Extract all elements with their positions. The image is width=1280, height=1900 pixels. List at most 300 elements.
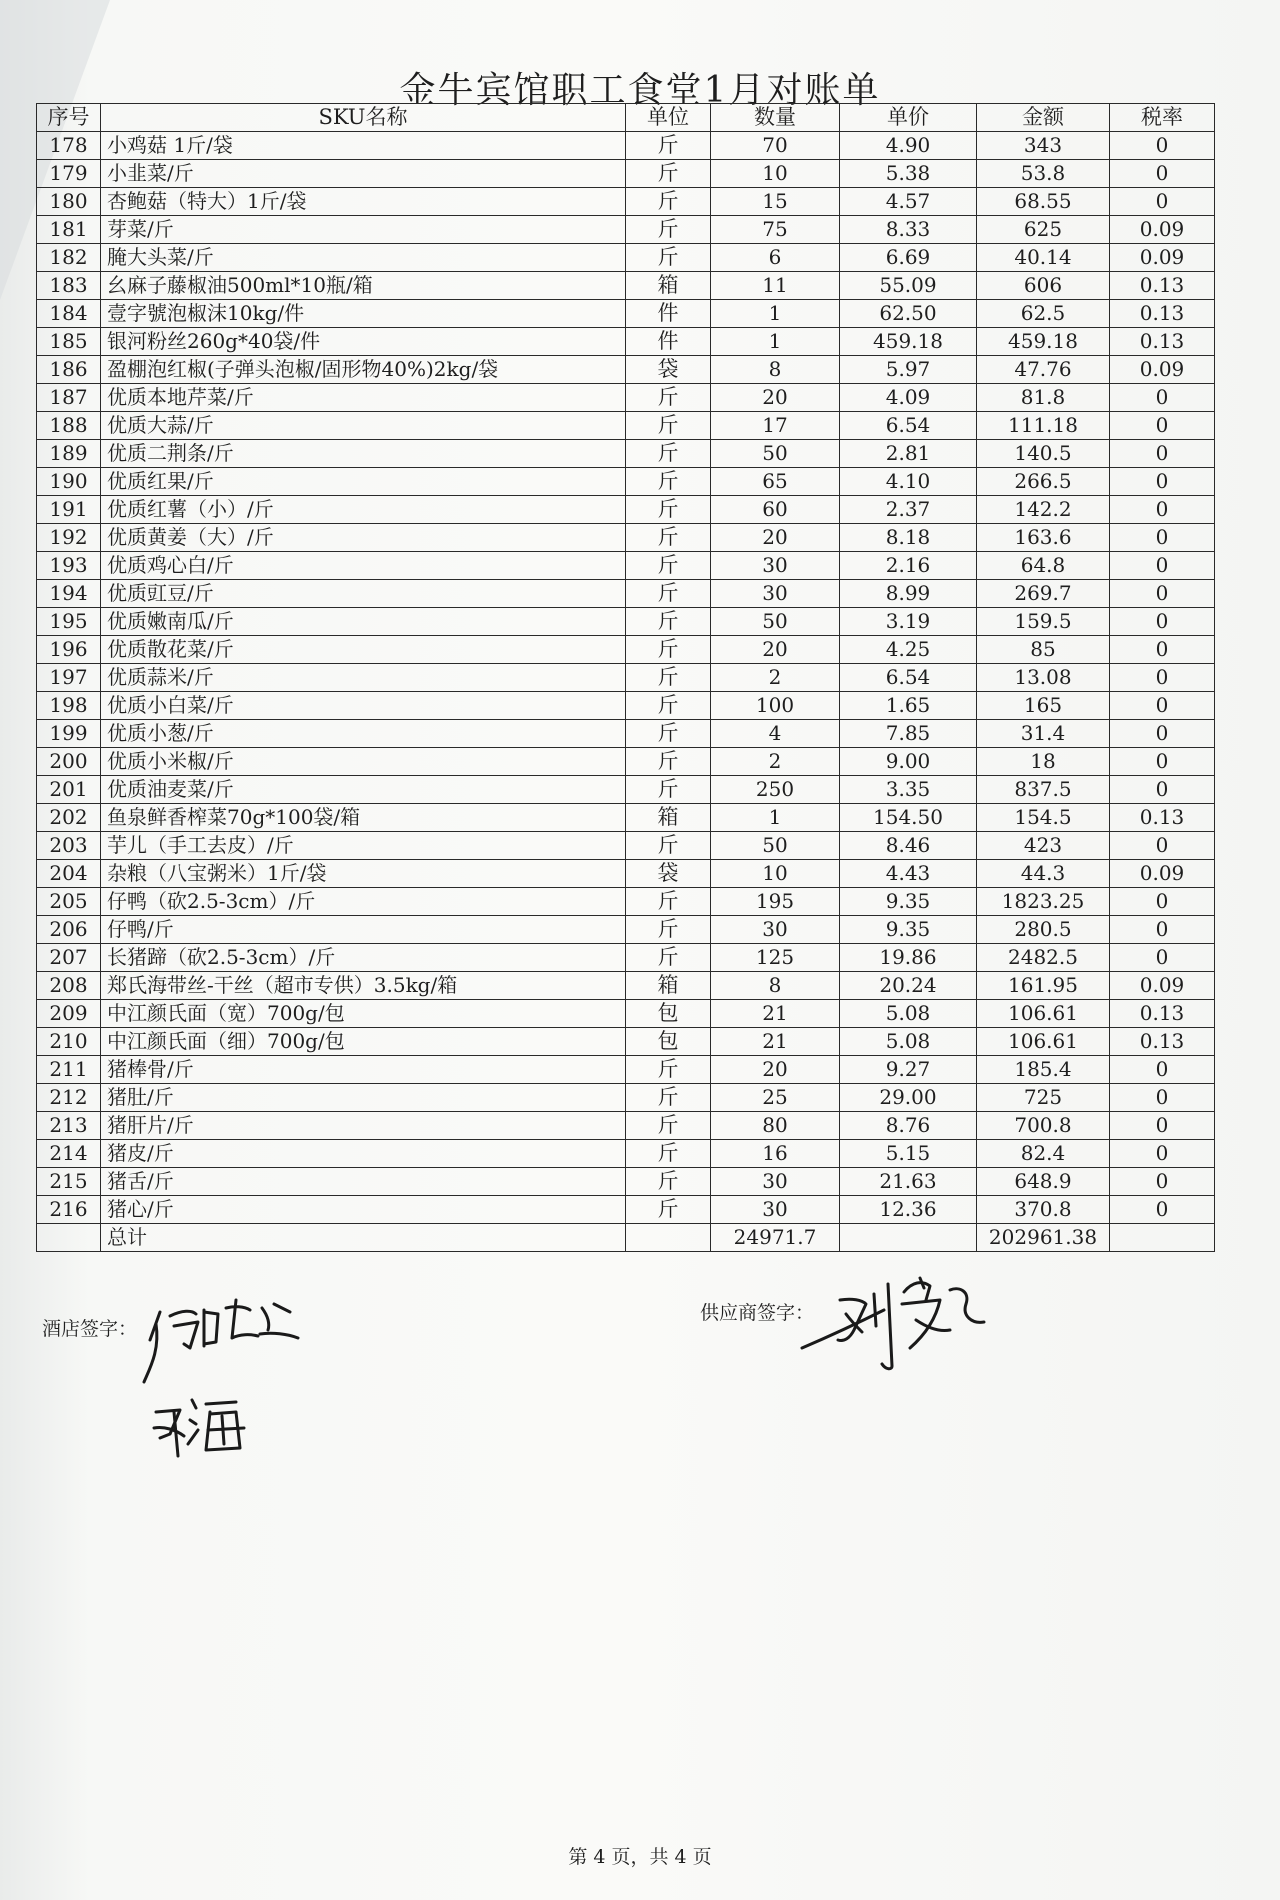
quantity-cell: 15 <box>711 188 840 216</box>
header-sku-name: SKU名称 <box>101 104 626 132</box>
amount-cell: 13.08 <box>977 664 1110 692</box>
table-row <box>37 1168 1215 1196</box>
amount-cell: 725 <box>977 1084 1110 1112</box>
tax-rate-cell: 0 <box>1110 944 1215 972</box>
unit-price-cell: 2.16 <box>840 552 977 580</box>
tax-rate-cell: 0 <box>1110 748 1215 776</box>
table-row <box>37 720 1215 748</box>
sku-name-cell: 幺麻子藤椒油500ml*10瓶/箱 <box>101 272 626 300</box>
sku-name-cell: 郑氏海带丝-干丝（超市专供）3.5kg/箱 <box>101 972 626 1000</box>
tax-rate-cell: 0 <box>1110 636 1215 664</box>
hotel-signature-1 <box>140 1290 310 1385</box>
sku-name-cell: 优质大蒜/斤 <box>101 412 626 440</box>
quantity-cell: 11 <box>711 272 840 300</box>
unit-price-cell: 4.90 <box>840 132 977 160</box>
quantity-cell: 20 <box>711 1056 840 1084</box>
unit-price-cell: 8.33 <box>840 216 977 244</box>
sku-name-cell: 优质红薯（小）/斤 <box>101 496 626 524</box>
quantity-cell: 8 <box>711 356 840 384</box>
unit-cell: 斤 <box>626 412 711 440</box>
tax-rate-cell: 0 <box>1110 916 1215 944</box>
sku-name-cell: 猪心/斤 <box>101 1196 626 1224</box>
unit-cell: 袋 <box>626 860 711 888</box>
amount-cell: 269.7 <box>977 580 1110 608</box>
unit-price-cell: 19.86 <box>840 944 977 972</box>
unit-price-cell: 7.85 <box>840 720 977 748</box>
unit-price-cell: 4.10 <box>840 468 977 496</box>
tax-rate-cell: 0 <box>1110 608 1215 636</box>
unit-price-cell: 9.35 <box>840 916 977 944</box>
unit-price-cell: 9.27 <box>840 1056 977 1084</box>
unit-price-cell: 2.37 <box>840 496 977 524</box>
unit-cell: 斤 <box>626 692 711 720</box>
unit-cell: 箱 <box>626 972 711 1000</box>
tax-rate-cell: 0 <box>1110 440 1215 468</box>
unit-price-cell: 21.63 <box>840 1168 977 1196</box>
quantity-cell: 10 <box>711 160 840 188</box>
amount-cell: 82.4 <box>977 1140 1110 1168</box>
sku-name-cell: 优质二荆条/斤 <box>101 440 626 468</box>
header-quantity: 数量 <box>711 104 840 132</box>
unit-cell: 斤 <box>626 1196 711 1224</box>
header-unit: 单位 <box>626 104 711 132</box>
quantity-cell: 6 <box>711 244 840 272</box>
table-row <box>37 1196 1215 1224</box>
header-index: 序号 <box>37 104 101 132</box>
sku-name-cell: 银河粉丝260g*40袋/件 <box>101 328 626 356</box>
table-row <box>37 468 1215 496</box>
unit-cell: 斤 <box>626 776 711 804</box>
row-index-cell: 196 <box>37 636 101 664</box>
table-row <box>37 1028 1215 1056</box>
amount-cell: 111.18 <box>977 412 1110 440</box>
unit-cell: 斤 <box>626 524 711 552</box>
unit-cell: 斤 <box>626 748 711 776</box>
total-label: 总计 <box>101 1224 626 1252</box>
unit-cell: 斤 <box>626 664 711 692</box>
row-index-cell: 215 <box>37 1168 101 1196</box>
quantity-cell: 25 <box>711 1084 840 1112</box>
amount-cell: 837.5 <box>977 776 1110 804</box>
unit-cell: 包 <box>626 1028 711 1056</box>
row-index-cell: 201 <box>37 776 101 804</box>
quantity-cell: 30 <box>711 1196 840 1224</box>
sku-name-cell: 芽菜/斤 <box>101 216 626 244</box>
table-row <box>37 776 1215 804</box>
quantity-cell: 100 <box>711 692 840 720</box>
quantity-cell: 20 <box>711 384 840 412</box>
table-row <box>37 748 1215 776</box>
total-quantity: 24971.7 <box>711 1224 840 1252</box>
sku-name-cell: 小鸡菇 1斤/袋 <box>101 132 626 160</box>
row-index-cell: 213 <box>37 1112 101 1140</box>
unit-cell: 件 <box>626 328 711 356</box>
quantity-cell: 30 <box>711 552 840 580</box>
quantity-cell: 16 <box>711 1140 840 1168</box>
table-row <box>37 1112 1215 1140</box>
unit-cell: 斤 <box>626 216 711 244</box>
row-index-cell: 181 <box>37 216 101 244</box>
amount-cell: 154.5 <box>977 804 1110 832</box>
unit-cell: 斤 <box>626 468 711 496</box>
row-index-cell: 182 <box>37 244 101 272</box>
unit-cell: 箱 <box>626 272 711 300</box>
unit-price-cell: 6.54 <box>840 412 977 440</box>
quantity-cell: 125 <box>711 944 840 972</box>
row-index-cell: 207 <box>37 944 101 972</box>
unit-cell: 斤 <box>626 580 711 608</box>
quantity-cell: 50 <box>711 832 840 860</box>
unit-cell: 斤 <box>626 720 711 748</box>
amount-cell: 370.8 <box>977 1196 1110 1224</box>
amount-cell: 140.5 <box>977 440 1110 468</box>
unit-price-cell: 5.15 <box>840 1140 977 1168</box>
unit-cell: 斤 <box>626 832 711 860</box>
amount-cell: 606 <box>977 272 1110 300</box>
table-row <box>37 860 1215 888</box>
tax-rate-cell: 0 <box>1110 468 1215 496</box>
table-row <box>37 1056 1215 1084</box>
sku-name-cell: 优质小葱/斤 <box>101 720 626 748</box>
total-price-cell <box>840 1224 977 1252</box>
unit-cell: 斤 <box>626 1056 711 1084</box>
table-row <box>37 356 1215 384</box>
amount-cell: 163.6 <box>977 524 1110 552</box>
row-index-cell: 211 <box>37 1056 101 1084</box>
row-index-cell: 199 <box>37 720 101 748</box>
unit-price-cell: 3.19 <box>840 608 977 636</box>
tax-rate-cell: 0 <box>1110 412 1215 440</box>
tax-rate-cell: 0.13 <box>1110 1028 1215 1056</box>
row-index-cell: 180 <box>37 188 101 216</box>
tax-rate-cell: 0 <box>1110 384 1215 412</box>
row-index-cell: 192 <box>37 524 101 552</box>
quantity-cell: 2 <box>711 664 840 692</box>
row-index-cell: 210 <box>37 1028 101 1056</box>
unit-price-cell: 459.18 <box>840 328 977 356</box>
sku-name-cell: 优质油麦菜/斤 <box>101 776 626 804</box>
table-row <box>37 412 1215 440</box>
amount-cell: 161.95 <box>977 972 1110 1000</box>
sku-name-cell: 中江颜氏面（细）700g/包 <box>101 1028 626 1056</box>
quantity-cell: 80 <box>711 1112 840 1140</box>
quantity-cell: 21 <box>711 1000 840 1028</box>
row-index-cell: 193 <box>37 552 101 580</box>
amount-cell: 106.61 <box>977 1028 1110 1056</box>
tax-rate-cell: 0 <box>1110 160 1215 188</box>
tax-rate-cell: 0 <box>1110 888 1215 916</box>
row-index-cell: 191 <box>37 496 101 524</box>
sku-name-cell: 杂粮（八宝粥米）1斤/袋 <box>101 860 626 888</box>
quantity-cell: 4 <box>711 720 840 748</box>
tax-rate-cell: 0 <box>1110 1168 1215 1196</box>
unit-price-cell: 9.00 <box>840 748 977 776</box>
amount-cell: 47.76 <box>977 356 1110 384</box>
row-index-cell: 178 <box>37 132 101 160</box>
unit-cell: 斤 <box>626 552 711 580</box>
amount-cell: 159.5 <box>977 608 1110 636</box>
amount-cell: 185.4 <box>977 1056 1110 1084</box>
table-row <box>37 692 1215 720</box>
sku-name-cell: 盈棚泡红椒(子弹头泡椒/固形物40%)2kg/袋 <box>101 356 626 384</box>
total-row <box>37 1224 1215 1252</box>
quantity-cell: 2 <box>711 748 840 776</box>
page-footer: 第 4 页，共 4 页 <box>568 1846 712 1868</box>
row-index-cell: 209 <box>37 1000 101 1028</box>
table-row <box>37 496 1215 524</box>
quantity-cell: 60 <box>711 496 840 524</box>
quantity-cell: 1 <box>711 300 840 328</box>
row-index-cell: 179 <box>37 160 101 188</box>
quantity-cell: 30 <box>711 1168 840 1196</box>
supplier-signature-label: 供应商签字： <box>700 1302 815 1324</box>
row-index-cell: 190 <box>37 468 101 496</box>
total-tax-cell <box>1110 1224 1215 1252</box>
tax-rate-cell: 0 <box>1110 664 1215 692</box>
amount-cell: 459.18 <box>977 328 1110 356</box>
row-index-cell: 202 <box>37 804 101 832</box>
tax-rate-cell: 0.13 <box>1110 804 1215 832</box>
unit-cell: 包 <box>626 1000 711 1028</box>
unit-price-cell: 20.24 <box>840 972 977 1000</box>
unit-cell: 斤 <box>626 440 711 468</box>
unit-price-cell: 5.08 <box>840 1000 977 1028</box>
amount-cell: 625 <box>977 216 1110 244</box>
amount-cell: 700.8 <box>977 1112 1110 1140</box>
unit-cell: 斤 <box>626 1112 711 1140</box>
table-row <box>37 216 1215 244</box>
unit-price-cell: 55.09 <box>840 272 977 300</box>
tax-rate-cell: 0 <box>1110 580 1215 608</box>
unit-cell: 斤 <box>626 244 711 272</box>
row-index-cell: 216 <box>37 1196 101 1224</box>
table-row <box>37 916 1215 944</box>
table-row <box>37 804 1215 832</box>
unit-cell: 袋 <box>626 356 711 384</box>
row-index-cell: 214 <box>37 1140 101 1168</box>
table-row <box>37 972 1215 1000</box>
unit-cell: 斤 <box>626 132 711 160</box>
amount-cell: 343 <box>977 132 1110 160</box>
quantity-cell: 50 <box>711 440 840 468</box>
quantity-cell: 50 <box>711 608 840 636</box>
row-index-cell: 185 <box>37 328 101 356</box>
sku-name-cell: 优质本地芹菜/斤 <box>101 384 626 412</box>
amount-cell: 106.61 <box>977 1000 1110 1028</box>
sku-name-cell: 猪棒骨/斤 <box>101 1056 626 1084</box>
amount-cell: 266.5 <box>977 468 1110 496</box>
sku-name-cell: 优质黄姜（大）/斤 <box>101 524 626 552</box>
unit-price-cell: 4.09 <box>840 384 977 412</box>
row-index-cell: 200 <box>37 748 101 776</box>
row-index-cell: 195 <box>37 608 101 636</box>
quantity-cell: 17 <box>711 412 840 440</box>
table-row <box>37 888 1215 916</box>
amount-cell: 648.9 <box>977 1168 1110 1196</box>
unit-cell: 斤 <box>626 384 711 412</box>
row-index-cell: 189 <box>37 440 101 468</box>
tax-rate-cell: 0 <box>1110 1196 1215 1224</box>
table-row <box>37 524 1215 552</box>
quantity-cell: 250 <box>711 776 840 804</box>
quantity-cell: 8 <box>711 972 840 1000</box>
row-index-cell: 208 <box>37 972 101 1000</box>
tax-rate-cell: 0 <box>1110 1112 1215 1140</box>
sku-name-cell: 鱼泉鲜香榨菜70g*100袋/箱 <box>101 804 626 832</box>
unit-cell: 斤 <box>626 160 711 188</box>
tax-rate-cell: 0.09 <box>1110 216 1215 244</box>
tax-rate-cell: 0 <box>1110 1084 1215 1112</box>
amount-cell: 18 <box>977 748 1110 776</box>
unit-cell: 斤 <box>626 496 711 524</box>
unit-price-cell: 5.08 <box>840 1028 977 1056</box>
table-row <box>37 440 1215 468</box>
quantity-cell: 30 <box>711 916 840 944</box>
row-index-cell: 186 <box>37 356 101 384</box>
table-row <box>37 1084 1215 1112</box>
unit-cell: 箱 <box>626 804 711 832</box>
quantity-cell: 65 <box>711 468 840 496</box>
sku-name-cell: 优质鸡心白/斤 <box>101 552 626 580</box>
sku-name-cell: 优质红果/斤 <box>101 468 626 496</box>
table-row <box>37 832 1215 860</box>
table-row <box>37 132 1215 160</box>
tax-rate-cell: 0 <box>1110 832 1215 860</box>
amount-cell: 280.5 <box>977 916 1110 944</box>
sku-name-cell: 仔鸭/斤 <box>101 916 626 944</box>
document-title: 金牛宾馆职工食堂1月对账单 <box>399 70 881 111</box>
quantity-cell: 1 <box>711 804 840 832</box>
tax-rate-cell: 0 <box>1110 188 1215 216</box>
row-index-cell: 212 <box>37 1084 101 1112</box>
amount-cell: 85 <box>977 636 1110 664</box>
amount-cell: 81.8 <box>977 384 1110 412</box>
table-row <box>37 188 1215 216</box>
unit-price-cell: 5.38 <box>840 160 977 188</box>
unit-price-cell: 4.57 <box>840 188 977 216</box>
unit-price-cell: 62.50 <box>840 300 977 328</box>
unit-cell: 件 <box>626 300 711 328</box>
unit-cell: 斤 <box>626 1168 711 1196</box>
amount-cell: 68.55 <box>977 188 1110 216</box>
unit-cell: 斤 <box>626 188 711 216</box>
sku-name-cell: 优质小白菜/斤 <box>101 692 626 720</box>
unit-cell: 斤 <box>626 1140 711 1168</box>
row-index-cell: 183 <box>37 272 101 300</box>
table-row <box>37 636 1215 664</box>
sku-name-cell: 优质嫩南瓜/斤 <box>101 608 626 636</box>
amount-cell: 53.8 <box>977 160 1110 188</box>
amount-cell: 2482.5 <box>977 944 1110 972</box>
unit-cell: 斤 <box>626 636 711 664</box>
row-index-cell: 204 <box>37 860 101 888</box>
sku-name-cell: 猪肚/斤 <box>101 1084 626 1112</box>
tax-rate-cell: 0 <box>1110 776 1215 804</box>
amount-cell: 31.4 <box>977 720 1110 748</box>
tax-rate-cell: 0.09 <box>1110 244 1215 272</box>
unit-price-cell: 9.35 <box>840 888 977 916</box>
unit-price-cell: 4.43 <box>840 860 977 888</box>
tax-rate-cell: 0 <box>1110 1056 1215 1084</box>
unit-price-cell: 8.46 <box>840 832 977 860</box>
tax-rate-cell: 0 <box>1110 524 1215 552</box>
tax-rate-cell: 0.09 <box>1110 860 1215 888</box>
row-index-cell: 203 <box>37 832 101 860</box>
sku-name-cell: 猪肝片/斤 <box>101 1112 626 1140</box>
header-unit-price: 单价 <box>840 104 977 132</box>
sku-name-cell: 优质小米椒/斤 <box>101 748 626 776</box>
unit-price-cell: 2.81 <box>840 440 977 468</box>
unit-price-cell: 4.25 <box>840 636 977 664</box>
row-index-cell: 187 <box>37 384 101 412</box>
sku-name-cell: 猪皮/斤 <box>101 1140 626 1168</box>
sku-name-cell: 壹字號泡椒沫10kg/件 <box>101 300 626 328</box>
row-index-cell: 205 <box>37 888 101 916</box>
tax-rate-cell: 0.09 <box>1110 972 1215 1000</box>
table-row <box>37 552 1215 580</box>
unit-price-cell: 8.18 <box>840 524 977 552</box>
sku-name-cell: 芋儿（手工去皮）/斤 <box>101 832 626 860</box>
amount-cell: 62.5 <box>977 300 1110 328</box>
header-tax-rate: 税率 <box>1110 104 1215 132</box>
quantity-cell: 20 <box>711 524 840 552</box>
table-row <box>37 384 1215 412</box>
tax-rate-cell: 0 <box>1110 720 1215 748</box>
table-row <box>37 1000 1215 1028</box>
row-index-cell: 206 <box>37 916 101 944</box>
amount-cell: 165 <box>977 692 1110 720</box>
unit-price-cell: 8.76 <box>840 1112 977 1140</box>
tax-rate-cell: 0.09 <box>1110 356 1215 384</box>
tax-rate-cell: 0 <box>1110 692 1215 720</box>
sku-name-cell: 腌大头菜/斤 <box>101 244 626 272</box>
table-header-row <box>37 104 1215 132</box>
unit-cell: 斤 <box>626 1084 711 1112</box>
statement-table <box>36 103 1215 1252</box>
sku-name-cell: 优质散花菜/斤 <box>101 636 626 664</box>
quantity-cell: 1 <box>711 328 840 356</box>
tax-rate-cell: 0 <box>1110 132 1215 160</box>
sku-name-cell: 优质蒜米/斤 <box>101 664 626 692</box>
unit-cell: 斤 <box>626 888 711 916</box>
supplier-signature <box>800 1270 990 1380</box>
sku-name-cell: 小韭菜/斤 <box>101 160 626 188</box>
tax-rate-cell: 0.13 <box>1110 272 1215 300</box>
unit-price-cell: 3.35 <box>840 776 977 804</box>
sku-name-cell: 杏鲍菇（特大）1斤/袋 <box>101 188 626 216</box>
total-index-cell <box>37 1224 101 1252</box>
unit-price-cell: 154.50 <box>840 804 977 832</box>
quantity-cell: 20 <box>711 636 840 664</box>
table-row <box>37 160 1215 188</box>
amount-cell: 423 <box>977 832 1110 860</box>
table-row <box>37 272 1215 300</box>
sku-name-cell: 猪舌/斤 <box>101 1168 626 1196</box>
row-index-cell: 184 <box>37 300 101 328</box>
amount-cell: 64.8 <box>977 552 1110 580</box>
unit-price-cell: 29.00 <box>840 1084 977 1112</box>
amount-cell: 44.3 <box>977 860 1110 888</box>
unit-cell: 斤 <box>626 608 711 636</box>
quantity-cell: 75 <box>711 216 840 244</box>
unit-cell: 斤 <box>626 916 711 944</box>
hotel-signature-2 <box>150 1390 250 1465</box>
amount-cell: 1823.25 <box>977 888 1110 916</box>
amount-cell: 40.14 <box>977 244 1110 272</box>
tax-rate-cell: 0.13 <box>1110 1000 1215 1028</box>
row-index-cell: 197 <box>37 664 101 692</box>
table-row <box>37 1140 1215 1168</box>
